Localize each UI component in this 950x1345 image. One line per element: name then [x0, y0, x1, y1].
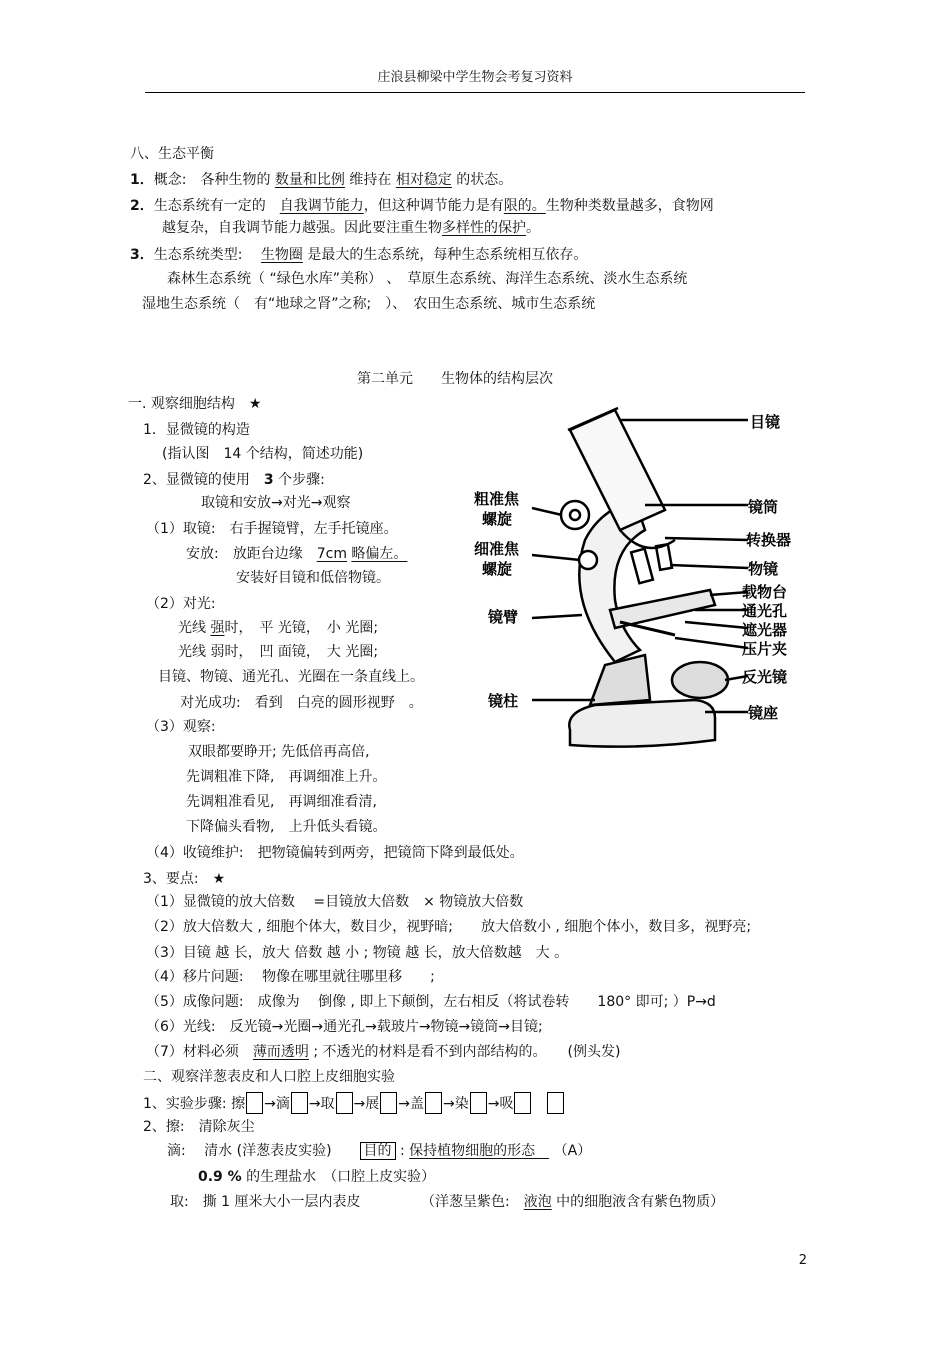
- key-point-2: （2）放大倍数大 , 细胞个体大，数目少，视野暗; 放大倍数小 , 细胞个体小，数目多，视野亮;: [146, 919, 752, 935]
- step-drip: 滴: 清水 (洋葱表皮实验) 目的 : 保持植物细胞的形态 （A）: [167, 1143, 592, 1159]
- step-light: （2）对光:: [146, 596, 216, 612]
- step-observe: （3）观察:: [146, 719, 216, 735]
- key-point-3: （3）目镜 越 长，放大 倍数 越 小 ; 物镜 越 长，放大倍数越 大 。: [146, 945, 569, 961]
- ecosystem-list-1: 森林生态系统（ “绿色水库”美称） 、 草原生态系统、海洋生态系统、淡水生态系统: [167, 271, 688, 287]
- step-take: （1）取镜: 右手握镜臂，左手托镜座。: [146, 521, 398, 537]
- key-point-7: （7）材料必须 薄而透明 ; 不透光的材料是看不到内部结构的。 (例头发): [146, 1044, 621, 1060]
- unit-title: 第二单元 生物体的结构层次: [357, 371, 553, 387]
- light-success: 对光成功: 看到 白亮的圆形视野 。: [180, 695, 423, 711]
- label-stage: 载物台: [742, 583, 788, 601]
- microscope-structure-heading: 1．显微镜的构造: [143, 422, 250, 438]
- key-points-heading: 3、要点: ★: [143, 871, 226, 887]
- label-mirror: 反光镜: [742, 668, 788, 686]
- label-diaphragm: 遮光器: [742, 621, 788, 639]
- observe-line-2: 先调粗准下降, 再调细准上升。: [186, 769, 387, 785]
- item-concept: 1．概念: 各种生物的 数量和比例 维持在 相对稳定 的状态。: [130, 172, 513, 188]
- microscope-diagram: [470, 400, 810, 762]
- label-clip: 压片夹: [742, 640, 788, 658]
- microscope-use-heading: 2、显微镜的使用 3 个步骤:: [143, 472, 325, 488]
- step-wipe: 2、擦: 清除灰尘: [143, 1119, 255, 1135]
- key-point-6: （6）光线: 反光镜→光圈→通光孔→载玻片→物镜→镜筒→目镜;: [146, 1019, 543, 1035]
- step-peel: 取: 撕 1 厘米大小一层内表皮 （洋葱呈紫色: 液泡 中的细胞液含有紫色物质）: [170, 1194, 725, 1210]
- key-point-5: （5）成像问题: 成像为 倒像 , 即上下颠倒，左右相反（将试卷转 180° 即可; ）P→d: [146, 994, 716, 1010]
- observe-line-1: 双眼都要睁开; 先低倍再高倍,: [188, 744, 370, 760]
- step-place: 安放: 放距台边缘 7cm 略偏左。: [186, 546, 408, 562]
- label-fine-focus-2: 螺旋: [482, 560, 513, 578]
- label-coarse-focus-2: 螺旋: [482, 510, 513, 528]
- light-strong: 光线 强时， 平 光镜， 小 光圈;: [178, 620, 379, 636]
- microscope-use-steps: 取镜和安放→对光→观察: [201, 495, 351, 511]
- item-self-regulation-cont: 越复杂，自我调节能力越强。因此要注重生物多样性的保护。: [162, 220, 540, 236]
- step-drip-saline: 0.9 % 的生理盐水 （口腔上皮实验）: [198, 1169, 436, 1185]
- label-eyepiece: 目镜: [750, 413, 781, 431]
- section-cell-experiment: 二、观察洋葱表皮和人口腔上皮细胞实验: [143, 1069, 395, 1085]
- step-install: 安装好目镜和低倍物镜。: [236, 570, 390, 586]
- observe-line-4: 下降偏头看物, 上升低头看镜。: [186, 819, 387, 835]
- section-title-ecological-balance: 八、生态平衡: [130, 146, 214, 162]
- key-point-4: （4）移片问题: 物像在哪里就往哪里移 ;: [146, 969, 435, 985]
- item-ecosystem-types: 3．生态系统类型: 生物圈 是最大的生态系统，每种生态系统相互依存。: [130, 247, 588, 263]
- light-weak: 光线 弱时， 凹 面镜， 大 光圈;: [178, 644, 379, 660]
- ecosystem-list-2: 湿地生态系统（ 有“地球之肾”之称; ）、 农田生态系统、城市生态系统: [142, 296, 596, 312]
- label-objective: 物镜: [748, 560, 779, 578]
- key-point-1: （1）显微镜的放大倍数 =目镜放大倍数 × 物镜放大倍数: [146, 894, 524, 910]
- section-observe-cells: 一. 观察细胞结构 ★: [128, 396, 262, 412]
- page-header: 庄浪县柳梁中学生物会考复习资料: [377, 70, 573, 85]
- header-rule: [145, 92, 805, 93]
- label-arm: 镜臂: [488, 608, 519, 626]
- label-aperture: 通光孔: [742, 602, 788, 620]
- light-alignment: 目镜、物镜、通光孔、光圈在一条直线上。: [158, 669, 424, 685]
- item-self-regulation: 2．生态系统有一定的 自我调节能力，但这种调节能力是有限的。生物种类数量越多，食物网: [130, 198, 714, 214]
- label-base: 镜座: [748, 704, 779, 722]
- label-fine-focus-1: 细准焦: [474, 540, 520, 558]
- label-coarse-focus-1: 粗准焦: [474, 490, 520, 508]
- page-number: 2: [798, 1253, 807, 1268]
- label-tube: 镜筒: [748, 498, 779, 516]
- experiment-steps: 1、实验步骤: 擦 →滴 →取 →展 →盖 →染 →吸: [143, 1092, 565, 1114]
- step-store: （4）收镜维护: 把物镜偏转到两旁，把镜筒下降到最低处。: [146, 845, 524, 861]
- label-nosepiece: 转换器: [746, 531, 792, 549]
- microscope-structure-note: (指认图 14 个结构，简述功能): [162, 446, 364, 462]
- label-pillar: 镜柱: [488, 692, 519, 710]
- observe-line-3: 先调粗准看见, 再调细准看清,: [186, 794, 377, 810]
